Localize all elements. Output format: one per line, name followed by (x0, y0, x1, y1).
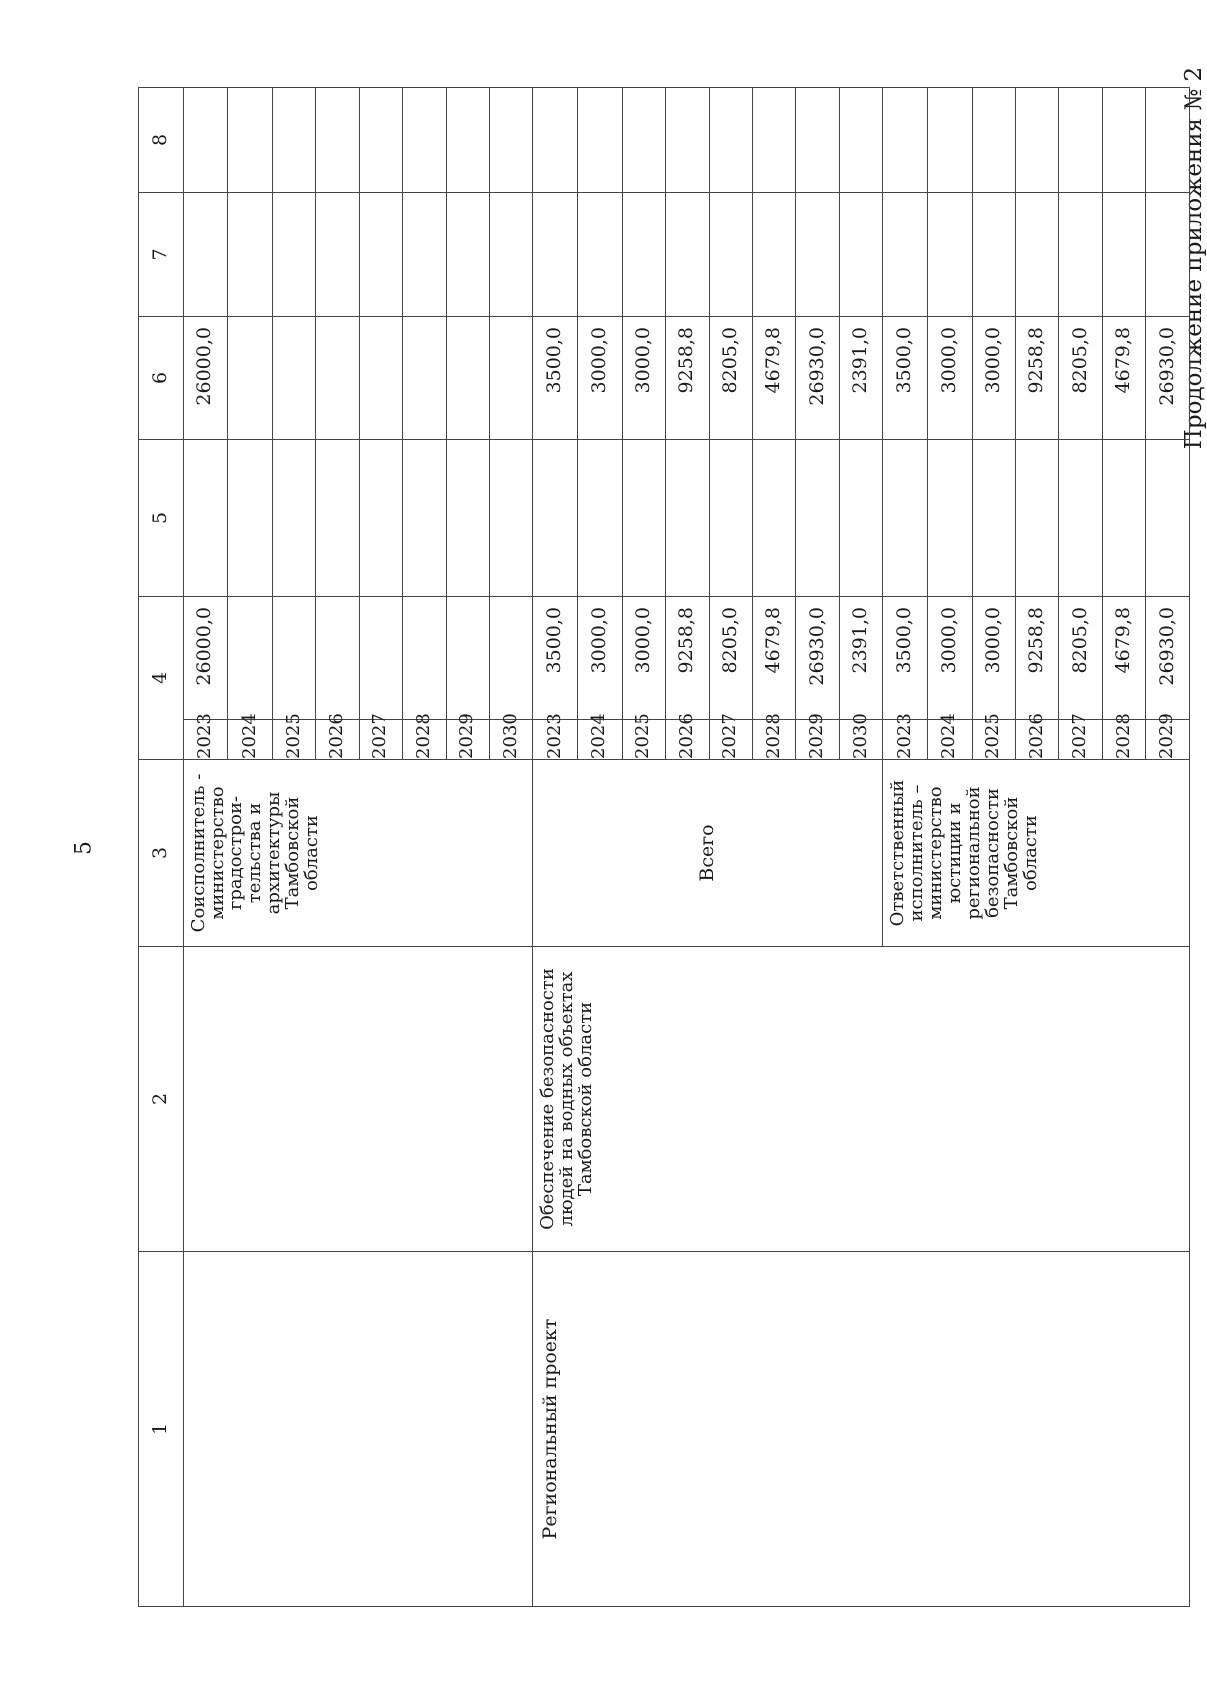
amount-col-8-cell (666, 88, 709, 193)
amount-col-5-cell (490, 440, 533, 597)
page-number: 5 (71, 841, 97, 855)
year-cell: 2030 (839, 720, 882, 760)
amount-col-7-cell (490, 193, 533, 317)
table-body (139, 88, 1190, 1607)
amount-col-8-cell (883, 88, 928, 193)
amount-col-7-cell (1015, 193, 1058, 317)
event-name-cell-empty (183, 947, 533, 1252)
amount-col-7-cell (709, 193, 752, 317)
amount-col-6-cell: 9258,8 (1015, 317, 1058, 440)
amount-col-8-cell (1059, 88, 1102, 193)
amount-col-8-cell (927, 88, 972, 193)
amount-col-6-cell: 26000,0 (183, 317, 228, 440)
amount-col-8-cell (839, 88, 882, 193)
table-row (533, 88, 578, 1607)
year-cell: 2027 (709, 720, 752, 760)
amount-col-8-cell (796, 88, 839, 193)
amount-col-6-cell: 26930,0 (796, 317, 839, 440)
amount-col-8-cell (972, 88, 1015, 193)
amount-col-7-cell (446, 193, 489, 317)
year-cell: 2028 (403, 720, 446, 760)
amount-col-7-cell (839, 193, 882, 317)
amount-col-6-cell: 8205,0 (709, 317, 752, 440)
year-cell: 2023 (883, 720, 928, 760)
amount-col-6-cell: 8205,0 (1059, 317, 1102, 440)
amount-col-5-cell (709, 440, 752, 597)
amount-col-6-cell (316, 317, 359, 440)
amount-col-5-cell (796, 440, 839, 597)
year-cell: 2026 (666, 720, 709, 760)
amount-total-cell: 3500,0 (883, 597, 928, 720)
amount-col-6-cell (272, 317, 315, 440)
amount-col-5-cell (446, 440, 489, 597)
amount-col-7-cell (622, 193, 665, 317)
amount-col-6-cell: 3500,0 (533, 317, 578, 440)
amount-col-5-cell (1015, 440, 1058, 597)
amount-col-7-cell (1059, 193, 1102, 317)
amount-col-6-cell (403, 317, 446, 440)
year-cell: 2024 (578, 720, 623, 760)
amount-col-5-cell (228, 440, 273, 597)
amount-col-8-cell (533, 88, 578, 193)
amount-col-7-cell (1102, 193, 1145, 317)
amount-col-8-cell (359, 88, 402, 193)
amount-total-cell: 26930,0 (1146, 597, 1190, 720)
header-col-7: 7 (139, 193, 184, 317)
amount-total-cell (403, 597, 446, 720)
amount-col-8-cell (228, 88, 273, 193)
amount-col-6-cell: 9258,8 (666, 317, 709, 440)
continuation-title: Продолжение приложения № 2 (1181, 66, 1207, 450)
amount-col-5-cell (403, 440, 446, 597)
amount-col-6-cell (359, 317, 402, 440)
amount-col-8-cell (1015, 88, 1058, 193)
row-type-cell-empty (183, 1252, 533, 1607)
amount-col-8-cell (709, 88, 752, 193)
amount-col-5-cell (533, 440, 578, 597)
amount-col-7-cell (796, 193, 839, 317)
amount-total-cell: 9258,8 (1015, 597, 1058, 720)
amount-col-8-cell (446, 88, 489, 193)
header-col-5: 5 (139, 440, 184, 597)
amount-col-6-cell (490, 317, 533, 440)
amount-col-8-cell (1102, 88, 1145, 193)
amount-col-7-cell (1146, 193, 1190, 317)
amount-col-8-cell (622, 88, 665, 193)
amount-col-5-cell (1102, 440, 1145, 597)
year-cell: 2025 (972, 720, 1015, 760)
amount-col-5-cell (1146, 440, 1190, 597)
year-cell: 2023 (183, 720, 228, 760)
executor-cell: Ответственный исполнитель – министерство юстиции и региональной безопасности Тамбовской области (883, 760, 1190, 947)
amount-col-7-cell (666, 193, 709, 317)
amount-col-7-cell (972, 193, 1015, 317)
amount-total-cell (359, 597, 402, 720)
amount-col-5-cell (883, 440, 928, 597)
year-cell: 2027 (359, 720, 402, 760)
header-row (139, 88, 184, 1607)
year-cell: 2025 (622, 720, 665, 760)
amount-total-cell: 8205,0 (709, 597, 752, 720)
amount-col-6-cell: 2391,0 (839, 317, 882, 440)
amount-col-5-cell (183, 440, 228, 597)
amount-col-5-cell (578, 440, 623, 597)
amount-total-cell: 3000,0 (622, 597, 665, 720)
amount-col-5-cell (972, 440, 1015, 597)
amount-col-6-cell: 3000,0 (972, 317, 1015, 440)
amount-col-8-cell (316, 88, 359, 193)
amount-col-8-cell (752, 88, 795, 193)
amount-col-6-cell: 3500,0 (883, 317, 928, 440)
amount-col-5-cell (359, 440, 402, 597)
year-cell: 2030 (490, 720, 533, 760)
amount-total-cell: 3500,0 (533, 597, 578, 720)
amount-col-7-cell (752, 193, 795, 317)
table-rotator (138, 88, 1190, 1607)
amount-col-5-cell (927, 440, 972, 597)
amount-col-5-cell (1059, 440, 1102, 597)
amount-col-6-cell: 3000,0 (622, 317, 665, 440)
header-col-4: 4 (139, 597, 184, 760)
year-cell: 2023 (533, 720, 578, 760)
amount-total-cell (272, 597, 315, 720)
amount-col-7-cell (883, 193, 928, 317)
year-cell: 2024 (927, 720, 972, 760)
amount-total-cell: 26000,0 (183, 597, 228, 720)
amount-total-cell: 3000,0 (927, 597, 972, 720)
header-col-2: 2 (139, 947, 184, 1252)
amount-total-cell: 8205,0 (1059, 597, 1102, 720)
amount-col-6-cell (446, 317, 489, 440)
amount-col-5-cell (666, 440, 709, 597)
amount-col-7-cell (272, 193, 315, 317)
amount-total-cell (228, 597, 273, 720)
header-col-8: 8 (139, 88, 184, 193)
year-cell: 2026 (316, 720, 359, 760)
amount-col-7-cell (533, 193, 578, 317)
header-col-3: 3 (139, 760, 184, 947)
year-cell: 2029 (446, 720, 489, 760)
amount-col-7-cell (578, 193, 623, 317)
year-cell: 2024 (228, 720, 273, 760)
amount-total-cell: 4679,8 (752, 597, 795, 720)
header-col-6: 6 (139, 317, 184, 440)
amount-col-5-cell (272, 440, 315, 597)
event-name-cell: Обеспечение безопасности людей на водных объектах Тамбовской области (533, 947, 1190, 1252)
amount-col-7-cell (927, 193, 972, 317)
year-cell: 2027 (1059, 720, 1102, 760)
amount-col-5-cell (752, 440, 795, 597)
amount-total-cell (446, 597, 489, 720)
amount-col-7-cell (403, 193, 446, 317)
year-cell: 2026 (1015, 720, 1058, 760)
year-cell: 2028 (1102, 720, 1145, 760)
amount-col-7-cell (183, 193, 228, 317)
amount-col-5-cell (839, 440, 882, 597)
amount-total-cell (316, 597, 359, 720)
amount-col-8-cell (272, 88, 315, 193)
amount-col-8-cell (1146, 88, 1190, 193)
amount-col-5-cell (316, 440, 359, 597)
year-cell: 2029 (796, 720, 839, 760)
table-row (183, 88, 228, 1607)
amount-col-6-cell (228, 317, 273, 440)
amount-col-8-cell (578, 88, 623, 193)
header-col-1: 1 (139, 1252, 184, 1607)
amount-total-cell: 4679,8 (1102, 597, 1145, 720)
financing-table (138, 87, 1190, 1607)
amount-total-cell: 3000,0 (578, 597, 623, 720)
amount-col-6-cell: 3000,0 (578, 317, 623, 440)
amount-total-cell: 9258,8 (666, 597, 709, 720)
year-cell: 2025 (272, 720, 315, 760)
amount-col-8-cell (403, 88, 446, 193)
amount-col-6-cell: 4679,8 (1102, 317, 1145, 440)
year-cell: 2028 (752, 720, 795, 760)
amount-col-7-cell (359, 193, 402, 317)
amount-col-5-cell (622, 440, 665, 597)
amount-col-8-cell (183, 88, 228, 193)
row-type-cell: Региональный проект (533, 1252, 1190, 1607)
amount-total-cell: 2391,0 (839, 597, 882, 720)
amount-col-8-cell (490, 88, 533, 193)
amount-col-6-cell: 3000,0 (927, 317, 972, 440)
amount-col-7-cell (228, 193, 273, 317)
amount-total-cell: 3000,0 (972, 597, 1015, 720)
executor-cell: Соисполнитель - министерство градострои-тельства и архитектуры Тамбовской области (183, 760, 533, 947)
amount-total-cell (490, 597, 533, 720)
amount-col-6-cell: 4679,8 (752, 317, 795, 440)
amount-total-cell: 26930,0 (796, 597, 839, 720)
amount-col-7-cell (316, 193, 359, 317)
amount-col-6-cell: 26930,0 (1146, 317, 1190, 440)
year-cell: 2029 (1146, 720, 1190, 760)
executor-cell: Всего (533, 760, 883, 947)
